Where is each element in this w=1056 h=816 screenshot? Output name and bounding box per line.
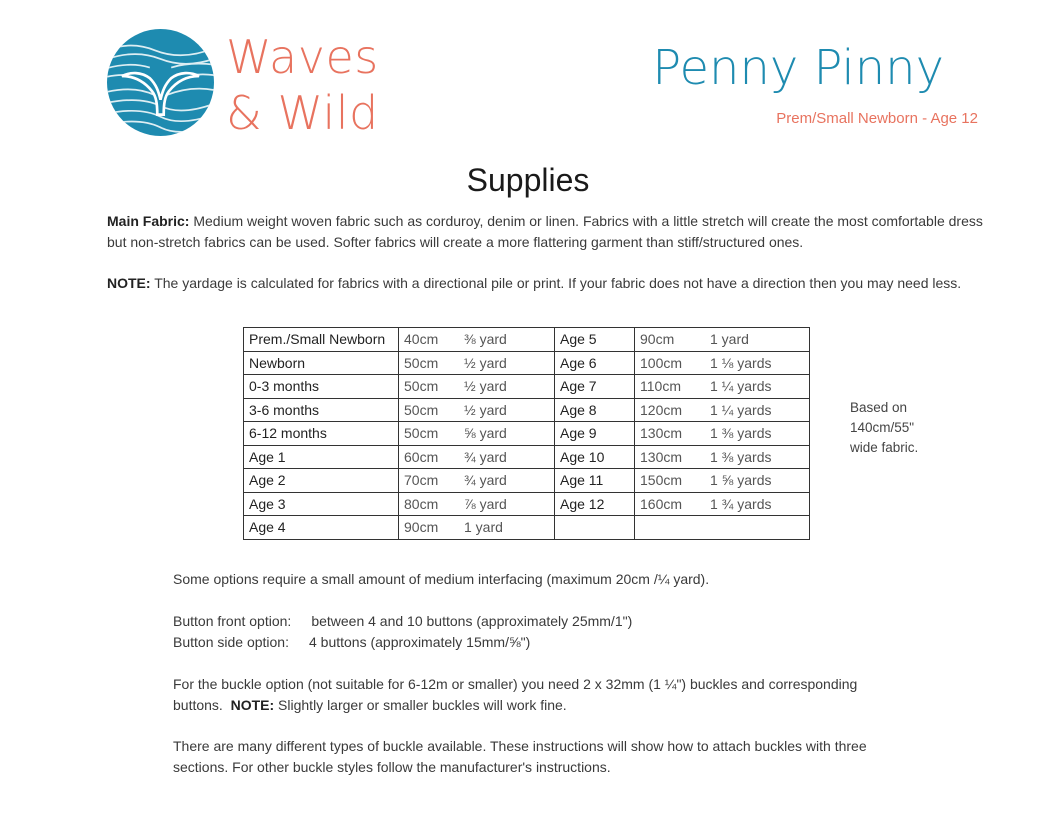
size-cell: Age 10 <box>555 445 635 469</box>
size-cell: Prem./Small Newborn <box>244 328 399 352</box>
amount-cell <box>635 398 810 422</box>
yard-value: ½ yard <box>464 378 507 395</box>
table-row <box>244 328 810 352</box>
buckle-line-2-pre: buttons. <box>173 697 231 713</box>
yard-value: 1 ⅜ yards <box>710 448 772 465</box>
size-cell: Age 2 <box>244 469 399 493</box>
amount-cell <box>635 328 810 352</box>
amount-cell <box>635 422 810 446</box>
amount-cell <box>399 351 555 375</box>
yard-value: ⅜ yard <box>464 331 507 348</box>
page-heading: Supplies <box>466 162 590 198</box>
amount-cell <box>635 351 810 375</box>
buckle-note-label: NOTE: <box>230 697 275 713</box>
product-subtitle: Prem/Small Newborn - Age 12 <box>776 110 978 127</box>
cm-value: 110cm <box>640 378 681 395</box>
buckle-line-2-post: Slightly larger or smaller buckles will work fine. <box>274 697 567 713</box>
amount-cell <box>399 492 555 516</box>
yard-value: ½ yard <box>464 401 507 418</box>
amount-cell <box>399 398 555 422</box>
cm-value: 60cm <box>404 448 439 465</box>
amount-cell <box>399 469 555 493</box>
size-cell: 6-12 months <box>244 422 399 446</box>
size-cell: Age 6 <box>555 351 635 375</box>
table-row <box>244 492 810 516</box>
note-label: NOTE: <box>107 275 151 291</box>
main-fabric-paragraph <box>107 211 987 253</box>
cm-value: 120cm <box>640 401 683 418</box>
fabric-requirements-table <box>243 327 810 540</box>
button-side-label: Button side option: <box>173 634 289 650</box>
interfacing-text: Some options require a small amount of medium interfacing (maximum 20cm /¼ yard). <box>173 571 710 587</box>
table-row <box>244 516 810 540</box>
yard-value: 1 yard <box>464 519 503 536</box>
buckle-types-line-2: sections. For other buckle styles follow the manufacturer's instructions. <box>173 759 611 775</box>
yard-value: ½ yard <box>464 354 507 371</box>
size-cell: Age 9 <box>555 422 635 446</box>
cm-value: 50cm <box>404 401 439 418</box>
cm-value: 90cm <box>404 519 439 536</box>
brand-name-line-1: Waves <box>226 30 379 84</box>
cm-value: 50cm <box>404 354 439 371</box>
cm-value: 80cm <box>404 495 439 512</box>
yard-value: ¾ yard <box>464 448 507 465</box>
yard-value: 1 ⅝ yards <box>710 472 772 489</box>
amount-cell <box>399 516 555 540</box>
cm-value: 130cm <box>640 448 683 465</box>
table-row <box>244 398 810 422</box>
note-text: The yardage is calculated for fabrics with a directional pile or print. If your fabric does not have a direction then you may need less. <box>150 275 962 291</box>
cm-value: 160cm <box>640 495 683 512</box>
button-front-text: between 4 and 10 buttons (approximately 25mm/1") <box>311 613 633 629</box>
amount-cell <box>399 445 555 469</box>
note-paragraph <box>107 273 987 294</box>
size-cell: Age 7 <box>555 375 635 399</box>
size-cell: 3-6 months <box>244 398 399 422</box>
yard-value: 1 ¼ yards <box>710 378 772 395</box>
table-row <box>244 375 810 399</box>
size-cell: Age 1 <box>244 445 399 469</box>
product-title: Penny Pinny <box>652 40 944 96</box>
buckle-line-1: For the buckle option (not suitable for 6-12m or smaller) you need 2 x 32mm (1 ¼") buckles and corresponding <box>173 676 858 692</box>
size-cell: Newborn <box>244 351 399 375</box>
yard-value: ⅝ yard <box>464 425 507 442</box>
amount-cell <box>399 422 555 446</box>
yard-value: ⅞ yard <box>464 495 507 512</box>
cm-value: 50cm <box>404 378 439 395</box>
cm-value: 90cm <box>640 331 675 348</box>
buckle-line-2 <box>173 695 567 716</box>
fabric-width-note: Based on 140cm/55" wide fabric. <box>850 400 919 455</box>
size-cell: Age 12 <box>555 492 635 516</box>
buckle-types-line-1: There are many different types of buckle available. These instructions will show how to attach buckles with three <box>173 738 867 754</box>
size-cell <box>555 516 635 540</box>
yard-value: 1 ⅛ yards <box>710 354 772 371</box>
yard-value: 1 ⅜ yards <box>710 425 772 442</box>
whale-tail-waves-icon <box>107 29 214 136</box>
amount-cell <box>635 516 810 540</box>
button-front-label: Button front option: <box>173 613 292 629</box>
amount-cell <box>399 375 555 399</box>
table-row <box>244 351 810 375</box>
cm-value: 130cm <box>640 425 683 442</box>
main-fabric-text: Medium weight woven fabric such as corduroy, denim or linen. Fabrics with a little stretch will create the most comfortable dress but non-stretch fabrics can be used. Softer fabrics will create a more flattering garment than stiff/structured ones. <box>107 213 983 250</box>
amount-cell <box>635 492 810 516</box>
yard-value: 1 yard <box>710 331 749 348</box>
amount-cell <box>635 469 810 493</box>
table-row <box>244 469 810 493</box>
size-cell: Age 4 <box>244 516 399 540</box>
amount-cell <box>635 445 810 469</box>
yard-value: 1 ¼ yards <box>710 401 772 418</box>
size-cell: Age 3 <box>244 492 399 516</box>
button-side-line <box>173 632 530 653</box>
size-cell: Age 8 <box>555 398 635 422</box>
brand-name-line-2: & Wild <box>226 86 379 140</box>
yard-value: ¾ yard <box>464 472 507 489</box>
cm-value: 40cm <box>404 331 439 348</box>
main-fabric-label: Main Fabric: <box>107 213 190 229</box>
cm-value: 70cm <box>404 472 439 489</box>
table-row <box>244 445 810 469</box>
button-front-line <box>173 611 632 632</box>
amount-cell <box>635 375 810 399</box>
cm-value: 150cm <box>640 472 683 489</box>
button-side-text: 4 buttons (approximately 15mm/⅝") <box>308 634 531 650</box>
table-row <box>244 422 810 446</box>
size-cell: Age 5 <box>555 328 635 352</box>
yard-value: 1 ¾ yards <box>710 495 772 512</box>
amount-cell <box>399 328 555 352</box>
cm-value: 100cm <box>640 354 683 371</box>
size-cell: Age 11 <box>555 469 635 493</box>
cm-value: 50cm <box>404 425 439 442</box>
size-cell: 0-3 months <box>244 375 399 399</box>
